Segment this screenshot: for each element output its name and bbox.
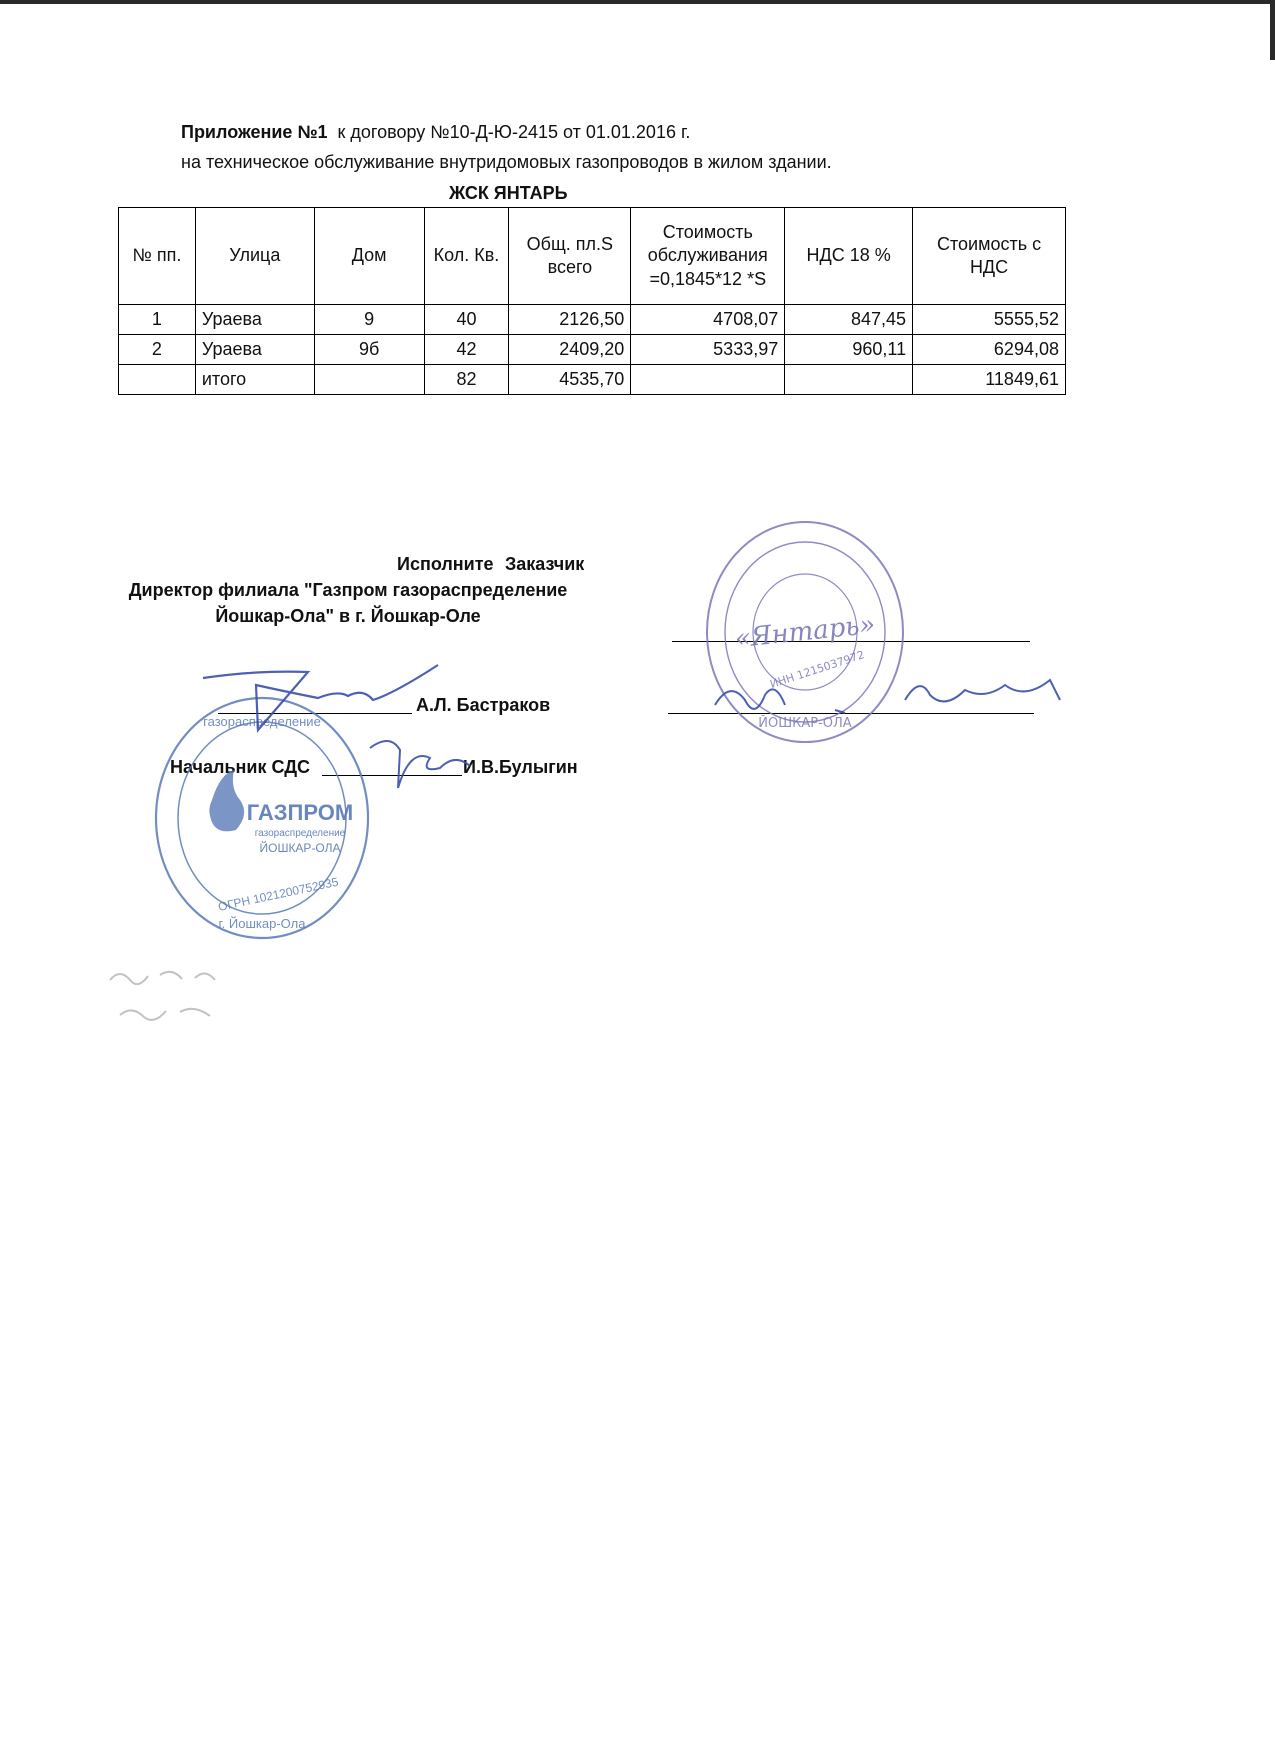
column-header: НДС 18 % [785, 208, 913, 305]
cell-total: 6294,08 [913, 335, 1066, 365]
svg-text:газораспределение: газораспределение [203, 714, 321, 729]
column-header: № пп. [119, 208, 196, 305]
cell-num: 2 [119, 335, 196, 365]
cell-house: 9 [314, 305, 424, 335]
table-row [119, 305, 1066, 335]
cell-empty [314, 365, 424, 395]
chief-name: И.В.Булыгин [463, 757, 578, 777]
totals-total: 11849,61 [913, 365, 1066, 395]
subject-line: на техническое обслуживание внутридомовых газопроводов в жилом здании. [181, 152, 832, 172]
column-header: Улица [195, 208, 314, 305]
svg-text:ИНН 1215037972: ИНН 1215037972 [768, 648, 866, 691]
cost-table [118, 207, 1066, 395]
column-header: Стоимость с НДС [913, 208, 1066, 305]
column-header: Стоимость обслуживания =0,1845*12 *S [631, 208, 785, 305]
column-header: Кол. Кв. [424, 208, 509, 305]
annex-label: Приложение №1 [181, 122, 328, 142]
scan-edge-right [1270, 0, 1275, 60]
cell-cost: 5333,97 [631, 335, 785, 365]
svg-text:«Янтарь»: «Янтарь» [733, 609, 877, 655]
chief-signature [360, 728, 480, 808]
cell-cost: 4708,07 [631, 305, 785, 335]
column-header: Общ. пл.S всего [509, 208, 631, 305]
cell-street: Ураева [195, 305, 314, 335]
cell-empty [119, 365, 196, 395]
cell-apartments: 42 [424, 335, 509, 365]
cell-vat: 847,45 [785, 305, 913, 335]
scan-edge-top [0, 0, 1275, 4]
svg-text:газораспределение: газораспределение [254, 828, 346, 839]
annex-heading [181, 122, 690, 143]
cell-total: 5555,52 [913, 305, 1066, 335]
cell-area: 2126,50 [509, 305, 631, 335]
cell-num: 1 [119, 305, 196, 335]
svg-text:ЙОШКАР-ОЛА: ЙОШКАР-ОЛА [259, 841, 341, 855]
cell-area: 2409,20 [509, 335, 631, 365]
cell-apartments: 40 [424, 305, 509, 335]
customer-signature [705, 665, 1075, 735]
executor-label: Исполните [397, 554, 494, 574]
svg-text:ЙОШКАР-ОЛА: ЙОШКАР-ОЛА [758, 716, 852, 731]
totals-area: 4535,70 [509, 365, 631, 395]
cell-house: 9б [314, 335, 424, 365]
column-header: Дом [314, 208, 424, 305]
director-title: Директор филиала "Газпром газораспределение Йошкар-Ола" в г. Йошкар-Оле [128, 580, 568, 626]
table-row [119, 335, 1066, 365]
totals-label: итого [195, 365, 314, 395]
contract-reference: к договору №10-Д-Ю-2415 от 01.01.2016 г. [337, 122, 691, 142]
organization-name: ЖСК ЯНТАРЬ [449, 183, 568, 203]
chief-title: Начальник СДС [170, 757, 311, 777]
cell-empty [631, 365, 785, 395]
svg-text:г. Йошкар-Ола: г. Йошкар-Ола [218, 916, 306, 931]
totals-apartments: 82 [424, 365, 509, 395]
pencil-scribble [100, 950, 260, 1040]
svg-text:ОГРН 1021200752935: ОГРН 1021200752935 [216, 874, 340, 914]
table-header-row [119, 208, 1066, 305]
table-totals-row [119, 365, 1066, 395]
cell-street: Ураева [195, 335, 314, 365]
svg-text:ГАЗПРОМ: ГАЗПРОМ [246, 800, 354, 825]
customer-label: Заказчик [505, 554, 585, 574]
cell-vat: 960,11 [785, 335, 913, 365]
cell-empty [785, 365, 913, 395]
director-name: А.Л. Бастраков [416, 695, 551, 715]
